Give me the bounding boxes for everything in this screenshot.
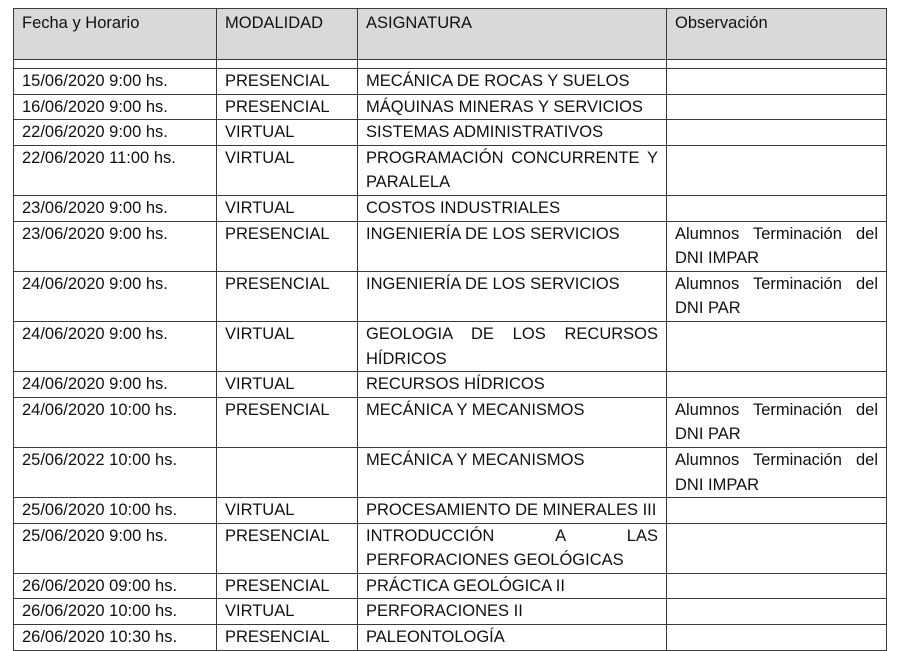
cell-asignatura: INGENIERÍA DE LOS SERVICIOS: [358, 221, 667, 271]
spacer-cell: [667, 60, 887, 69]
table-row: [14, 447, 887, 497]
cell-modalidad: VIRTUAL: [217, 145, 358, 195]
cell-modalidad: [217, 447, 358, 497]
spacer-cell: [217, 60, 358, 69]
table-header: [14, 9, 887, 69]
table-row: [14, 271, 887, 321]
cell-modalidad: VIRTUAL: [217, 372, 358, 398]
cell-observacion: [667, 599, 887, 625]
cell-asignatura: PRÁCTICA GEOLÓGICA II: [358, 573, 667, 599]
cell-observacion: [667, 94, 887, 120]
cell-asignatura: MECÁNICA DE ROCAS Y SUELOS: [358, 69, 667, 95]
cell-observacion: [667, 498, 887, 524]
table-row: [14, 573, 887, 599]
cell-modalidad: VIRTUAL: [217, 195, 358, 221]
cell-fecha: 26/06/2020 10:00 hs.: [14, 599, 217, 625]
cell-asignatura: PALEONTOLOGÍA: [358, 625, 667, 651]
cell-fecha: 22/06/2020 9:00 hs.: [14, 120, 217, 146]
cell-asignatura: INTRODUCCIÓN A LAS PERFORACIONES GEOLÓGICAS: [358, 523, 667, 573]
cell-fecha: 23/06/2020 9:00 hs.: [14, 221, 217, 271]
cell-asignatura: RECURSOS HÍDRICOS: [358, 372, 667, 398]
cell-modalidad: PRESENCIAL: [217, 523, 358, 573]
cell-observacion: [667, 625, 887, 651]
cell-fecha: 16/06/2020 9:00 hs.: [14, 94, 217, 120]
cell-fecha: 25/06/2020 9:00 hs.: [14, 523, 217, 573]
exam-schedule-table: [13, 8, 887, 651]
cell-modalidad: PRESENCIAL: [217, 625, 358, 651]
cell-observacion: [667, 372, 887, 398]
cell-fecha: 25/06/2022 10:00 hs.: [14, 447, 217, 497]
cell-fecha: 25/06/2020 10:00 hs.: [14, 498, 217, 524]
table-row: [14, 625, 887, 651]
table-row: [14, 221, 887, 271]
header-fecha: Fecha y Horario: [14, 9, 217, 60]
table-body: [14, 69, 887, 651]
cell-fecha: 24/06/2020 9:00 hs.: [14, 271, 217, 321]
cell-asignatura: PROCESAMIENTO DE MINERALES III: [358, 498, 667, 524]
header-asignatura: ASIGNATURA: [358, 9, 667, 60]
cell-fecha: 24/06/2020 9:00 hs.: [14, 321, 217, 371]
table-row: [14, 120, 887, 146]
table-row: [14, 69, 887, 95]
table-row: [14, 321, 887, 371]
cell-modalidad: PRESENCIAL: [217, 271, 358, 321]
cell-fecha: 15/06/2020 9:00 hs.: [14, 69, 217, 95]
cell-observacion: [667, 120, 887, 146]
cell-observacion: [667, 195, 887, 221]
cell-modalidad: PRESENCIAL: [217, 94, 358, 120]
cell-modalidad: PRESENCIAL: [217, 69, 358, 95]
header-modalidad: MODALIDAD: [217, 9, 358, 60]
cell-fecha: 24/06/2020 10:00 hs.: [14, 397, 217, 447]
cell-asignatura: MECÁNICA Y MECANISMOS: [358, 447, 667, 497]
cell-observacion: Alumnos Terminación del DNI PAR: [667, 271, 887, 321]
table-row: [14, 94, 887, 120]
cell-asignatura: GEOLOGIA DE LOS RECURSOS HÍDRICOS: [358, 321, 667, 371]
spacer-cell: [358, 60, 667, 69]
cell-fecha: 23/06/2020 9:00 hs.: [14, 195, 217, 221]
table-row: [14, 599, 887, 625]
cell-modalidad: VIRTUAL: [217, 321, 358, 371]
table-row: [14, 498, 887, 524]
cell-observacion: [667, 523, 887, 573]
cell-modalidad: VIRTUAL: [217, 120, 358, 146]
cell-fecha: 26/06/2020 10:30 hs.: [14, 625, 217, 651]
cell-asignatura: MECÁNICA Y MECANISMOS: [358, 397, 667, 447]
table-row: [14, 195, 887, 221]
cell-observacion: [667, 321, 887, 371]
cell-modalidad: PRESENCIAL: [217, 221, 358, 271]
cell-asignatura: PROGRAMACIÓN CONCURRENTE Y PARALELA: [358, 145, 667, 195]
cell-asignatura: PERFORACIONES II: [358, 599, 667, 625]
cell-asignatura: SISTEMAS ADMINISTRATIVOS: [358, 120, 667, 146]
table-row: [14, 145, 887, 195]
cell-asignatura: COSTOS INDUSTRIALES: [358, 195, 667, 221]
cell-observacion: Alumnos Terminación del DNI IMPAR: [667, 221, 887, 271]
cell-asignatura: MÁQUINAS MINERAS Y SERVICIOS: [358, 94, 667, 120]
cell-fecha: 22/06/2020 11:00 hs.: [14, 145, 217, 195]
cell-modalidad: VIRTUAL: [217, 498, 358, 524]
header-observacion: Observación: [667, 9, 887, 60]
cell-modalidad: VIRTUAL: [217, 599, 358, 625]
cell-modalidad: PRESENCIAL: [217, 397, 358, 447]
cell-asignatura: INGENIERÍA DE LOS SERVICIOS: [358, 271, 667, 321]
table-row: [14, 397, 887, 447]
cell-observacion: [667, 145, 887, 195]
table-row: [14, 372, 887, 398]
header-spacer-row: [14, 60, 887, 69]
cell-fecha: 26/06/2020 09:00 hs.: [14, 573, 217, 599]
cell-observacion: Alumnos Terminación del DNI PAR: [667, 397, 887, 447]
cell-fecha: 24/06/2020 9:00 hs.: [14, 372, 217, 398]
cell-observacion: [667, 573, 887, 599]
table-row: [14, 523, 887, 573]
cell-observacion: [667, 69, 887, 95]
cell-modalidad: PRESENCIAL: [217, 573, 358, 599]
cell-observacion: Alumnos Terminación del DNI IMPAR: [667, 447, 887, 497]
spacer-cell: [14, 60, 217, 69]
